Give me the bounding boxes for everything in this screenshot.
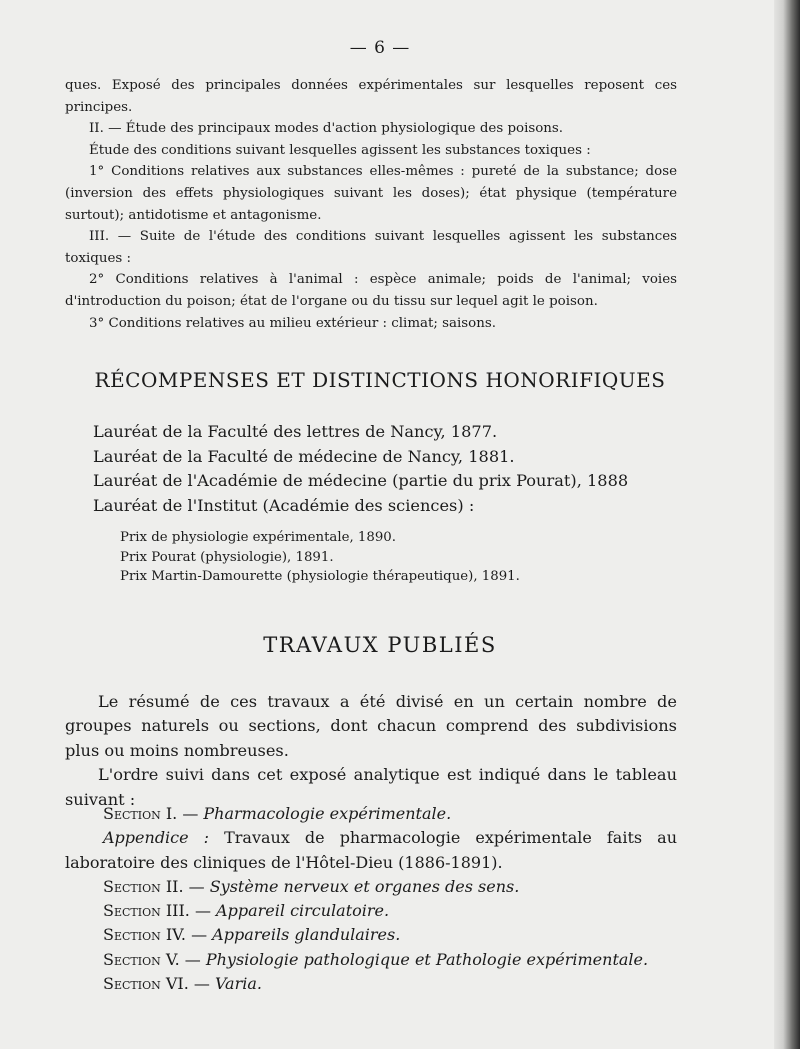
works-intro [65, 690, 677, 812]
prize-item: Prix Pourat (physiologie), 1891. [120, 549, 334, 565]
section-title: Système nerveux et organes des sens. [209, 876, 520, 896]
appendix-text: Travaux de pharmacologie expérimentale faits au laboratoire des cliniques de l'Hôtel-Dieu (1886-1891). [65, 828, 677, 872]
award-item: Lauréat de l'Institut (Académie des sciences) : [93, 495, 475, 515]
award-item: Lauréat de la Faculté des lettres de Nancy, 1877. [93, 422, 498, 441]
paragraph: 1° Conditions relatives aux substances elles-mêmes : pureté de la substance; dose (inversion des effets physiologiques suivant les doses); état physique (température surtout); antidotisme et antagonisme. [65, 164, 677, 223]
section-label: Section I. [103, 804, 178, 823]
prizes-list [120, 528, 640, 587]
section-row: Section VI. — Varia. [65, 972, 677, 996]
section-title: Varia. [214, 974, 262, 994]
section-title: Appareil circulatoire. [216, 901, 390, 921]
paragraph: II. — Étude des principaux modes d'action physiologique des poisons. [89, 121, 564, 137]
sections-table [65, 802, 677, 996]
award-item: Lauréat de l'Académie de médecine (partie du prix Pourat), 1888 [93, 471, 629, 491]
section-row: Section II. — Système nerveux et organes des sens. [65, 875, 677, 899]
intro-text [65, 75, 677, 334]
section-label: Section II. [103, 876, 184, 896]
section-label: Section VI. [103, 974, 189, 994]
prize-item: Prix de physiologie expérimentale, 1890. [120, 530, 396, 545]
paragraph: III. — Suite de l'étude des conditions suivant lesquelles agissent les substances toxiques : [65, 229, 677, 266]
appendix-label: Appendice : [103, 828, 210, 848]
awards-list [93, 420, 693, 518]
section-title: Pharmacologie expérimentale. [203, 804, 452, 823]
section-title: Physiologie pathologique et Pathologie expérimentale. [205, 949, 649, 969]
section-row: Section IV. — Appareils glandulaires. [65, 923, 677, 947]
section-title: Appareils glandulaires. [212, 925, 401, 945]
paragraph: 3° Conditions relatives au milieu extérieur : climat; saisons. [89, 315, 496, 331]
award-item: Lauréat de la Faculté de médecine de Nancy, 1881. [93, 446, 515, 466]
section-label: Section IV. [103, 925, 186, 945]
page-number: — 6 — [349, 38, 411, 58]
section-row: Section III. — Appareil circulatoire. [65, 899, 677, 923]
awards-heading: RÉCOMPENSES ET DISTINCTIONS HONORIFIQUES [94, 368, 666, 392]
paragraph: Étude des conditions suivant lesquelles agissent les substances toxiques : [89, 142, 591, 158]
paragraph: 2° Conditions relatives à l'animal : espèce animale; poids de l'animal; voies d'introduction du poison; état de l'organe ou du tissu sur lequel agit le poison. [65, 272, 677, 309]
paragraph: Le résumé de ces travaux a été divisé en un certain nombre de groupes naturels ou sections, dont chacun comprend des subdivisions plus ou moins nombreuses. [65, 692, 677, 760]
paragraph: ques. Exposé des principales données expérimentales sur lesquelles reposent ces principes. [65, 78, 677, 115]
works-heading: TRAVAUX PUBLIÉS [263, 633, 497, 657]
paragraph: L'ordre suivi dans cet exposé analytique est indiqué dans le tableau suivant : [65, 765, 677, 809]
prize-item: Prix Martin-Damourette (physiologie thérapeutique), 1891. [120, 569, 520, 584]
section-label: Section III. [103, 901, 190, 921]
section-label: Section V. [103, 949, 180, 969]
section-row: Section I. — Pharmacologie expérimentale. [65, 802, 677, 826]
section-row: Section V. — Physiologie pathologique et Pathologie expérimentale. [65, 948, 677, 972]
appendix-row [65, 826, 677, 875]
book-spine-shadow [774, 0, 800, 1049]
